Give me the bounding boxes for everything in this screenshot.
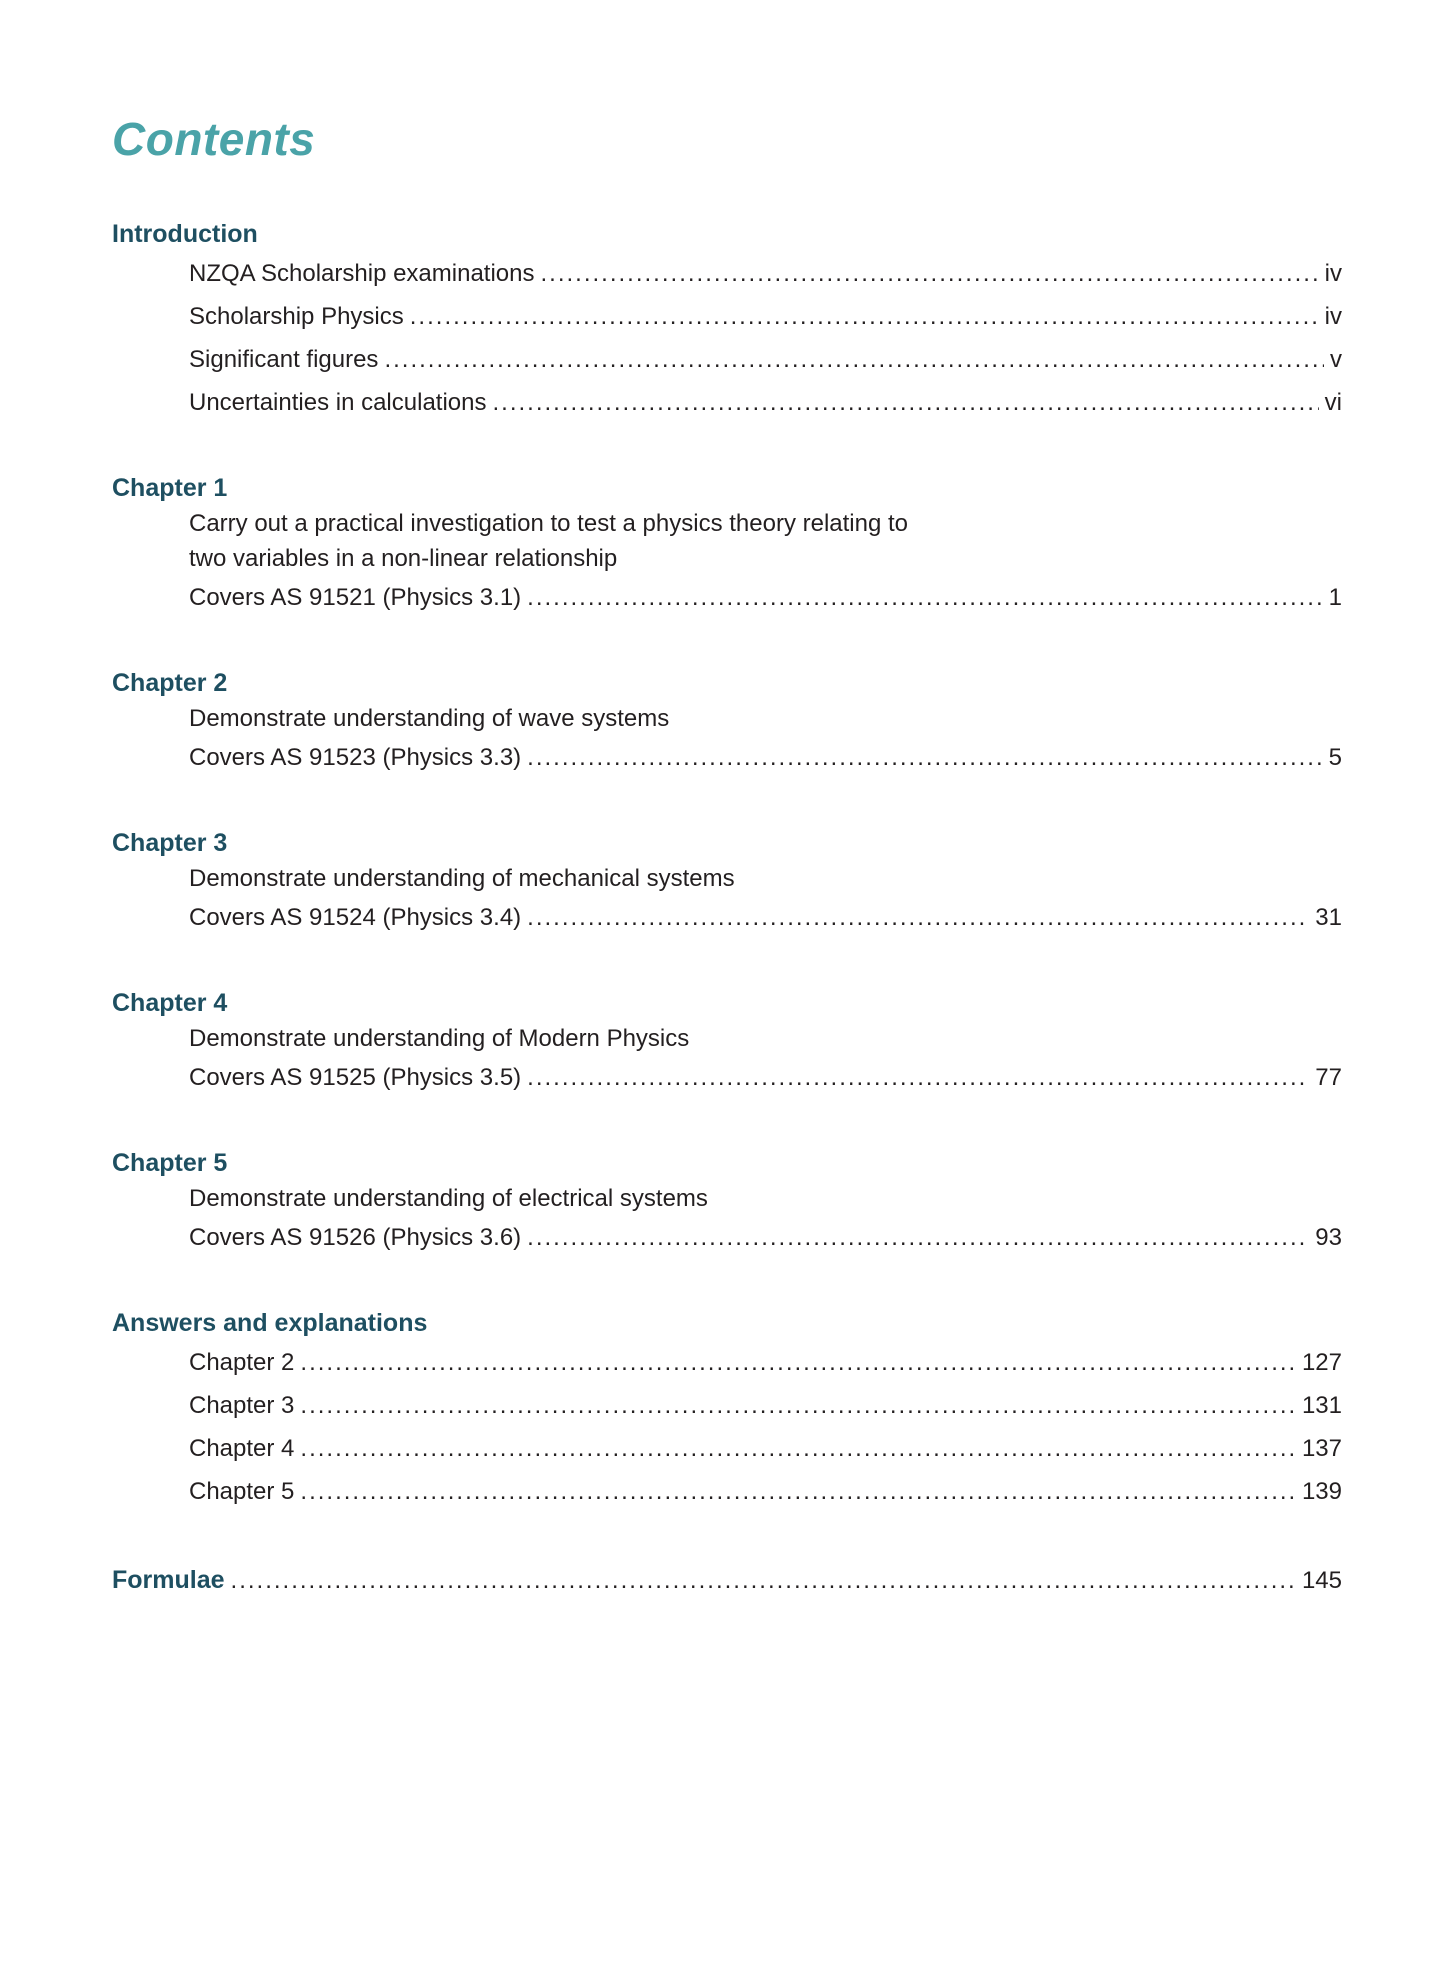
table-of-contents [112, 216, 1342, 1602]
section-heading: Chapter 3 [112, 829, 228, 857]
entry-page-number: 145 [1301, 1567, 1342, 1594]
entry-page-number: 131 [1301, 1392, 1342, 1419]
dot-leader [300, 1384, 1296, 1427]
dot-leader [492, 381, 1318, 424]
entry-page-number: iv [1324, 303, 1342, 330]
dot-leader [527, 736, 1322, 779]
toc-entry[interactable] [189, 1384, 1342, 1427]
entry-label: Scholarship Physics [189, 303, 404, 330]
section-heading: Chapter 4 [112, 989, 228, 1017]
entry-page-number: 1 [1328, 584, 1342, 611]
toc-entry[interactable] [189, 1470, 1342, 1513]
section-heading: Chapter 1 [112, 474, 228, 502]
section-heading: Introduction [112, 220, 258, 248]
chapter-description: Carry out a practical investigation to test a physics theory relating to [189, 510, 909, 537]
toc-section-introduction [112, 216, 1342, 424]
dot-leader [527, 896, 1309, 939]
entry-page-number: 93 [1315, 1224, 1342, 1251]
entry-label: Covers AS 91524 (Physics 3.4) [189, 904, 522, 931]
toc-entry[interactable] [189, 338, 1342, 381]
section-heading: Chapter 2 [112, 669, 228, 697]
entry-label: Covers AS 91526 (Physics 3.6) [189, 1224, 522, 1251]
toc-entry[interactable] [189, 1341, 1342, 1384]
entry-label: Uncertainties in calculations [189, 389, 487, 416]
toc-entry[interactable] [189, 1427, 1342, 1470]
dot-leader [410, 295, 1319, 338]
toc-entry[interactable] [189, 252, 1342, 295]
entry-page-number: 31 [1315, 904, 1342, 931]
entry-page-number: 127 [1301, 1349, 1342, 1376]
toc-entry[interactable] [189, 381, 1342, 424]
section-heading: Chapter 5 [112, 1149, 228, 1177]
page-title: Contents [112, 113, 316, 165]
chapter-description: Demonstrate understanding of electrical systems [189, 1185, 708, 1212]
entry-label: Chapter 5 [189, 1478, 295, 1505]
entry-page-number: iv [1324, 260, 1342, 287]
entry-label: Chapter 3 [189, 1392, 295, 1419]
dot-leader [541, 252, 1319, 295]
entry-label: Covers AS 91525 (Physics 3.5) [189, 1064, 522, 1091]
entry-label: Formulae [112, 1566, 225, 1594]
dot-leader [300, 1470, 1296, 1513]
toc-entry[interactable] [189, 736, 1342, 779]
entry-label: Significant figures [189, 346, 379, 373]
toc-entry[interactable] [189, 896, 1342, 939]
toc-entry[interactable] [189, 295, 1342, 338]
entry-label: Chapter 4 [189, 1435, 295, 1462]
entry-label: Covers AS 91523 (Physics 3.3) [189, 744, 522, 771]
toc-entry[interactable] [189, 1056, 1342, 1099]
dot-leader [300, 1341, 1296, 1384]
dot-leader [231, 1559, 1296, 1602]
entry-page-number: vi [1324, 389, 1342, 416]
chapter-description: two variables in a non-linear relationship [189, 545, 618, 572]
dot-leader [527, 1216, 1309, 1259]
toc-section-chapter-2 [112, 665, 1342, 779]
dot-leader [384, 338, 1324, 381]
dot-leader [300, 1427, 1296, 1470]
entry-label: Covers AS 91521 (Physics 3.1) [189, 584, 522, 611]
toc-section-chapter-4 [112, 985, 1342, 1099]
entry-label: NZQA Scholarship examinations [189, 260, 535, 287]
section-heading: Answers and explanations [112, 1309, 428, 1337]
dot-leader [527, 576, 1322, 619]
toc-entry-formulae[interactable] [112, 1559, 1342, 1602]
entry-label: Chapter 2 [189, 1349, 295, 1376]
toc-section-answers [112, 1305, 1342, 1513]
entry-page-number: v [1330, 346, 1342, 373]
chapter-description: Demonstrate understanding of wave systems [189, 705, 670, 732]
entry-page-number: 77 [1315, 1064, 1342, 1091]
entry-page-number: 137 [1301, 1435, 1342, 1462]
entry-page-number: 139 [1301, 1478, 1342, 1505]
chapter-description: Demonstrate understanding of Modern Physics [189, 1025, 690, 1052]
entry-page-number: 5 [1328, 744, 1342, 771]
dot-leader [527, 1056, 1309, 1099]
toc-section-chapter-3 [112, 825, 1342, 939]
chapter-description: Demonstrate understanding of mechanical systems [189, 865, 735, 892]
toc-section-chapter-5 [112, 1145, 1342, 1259]
toc-entry[interactable] [189, 576, 1342, 619]
toc-section-chapter-1 [112, 470, 1342, 619]
toc-entry[interactable] [189, 1216, 1342, 1259]
